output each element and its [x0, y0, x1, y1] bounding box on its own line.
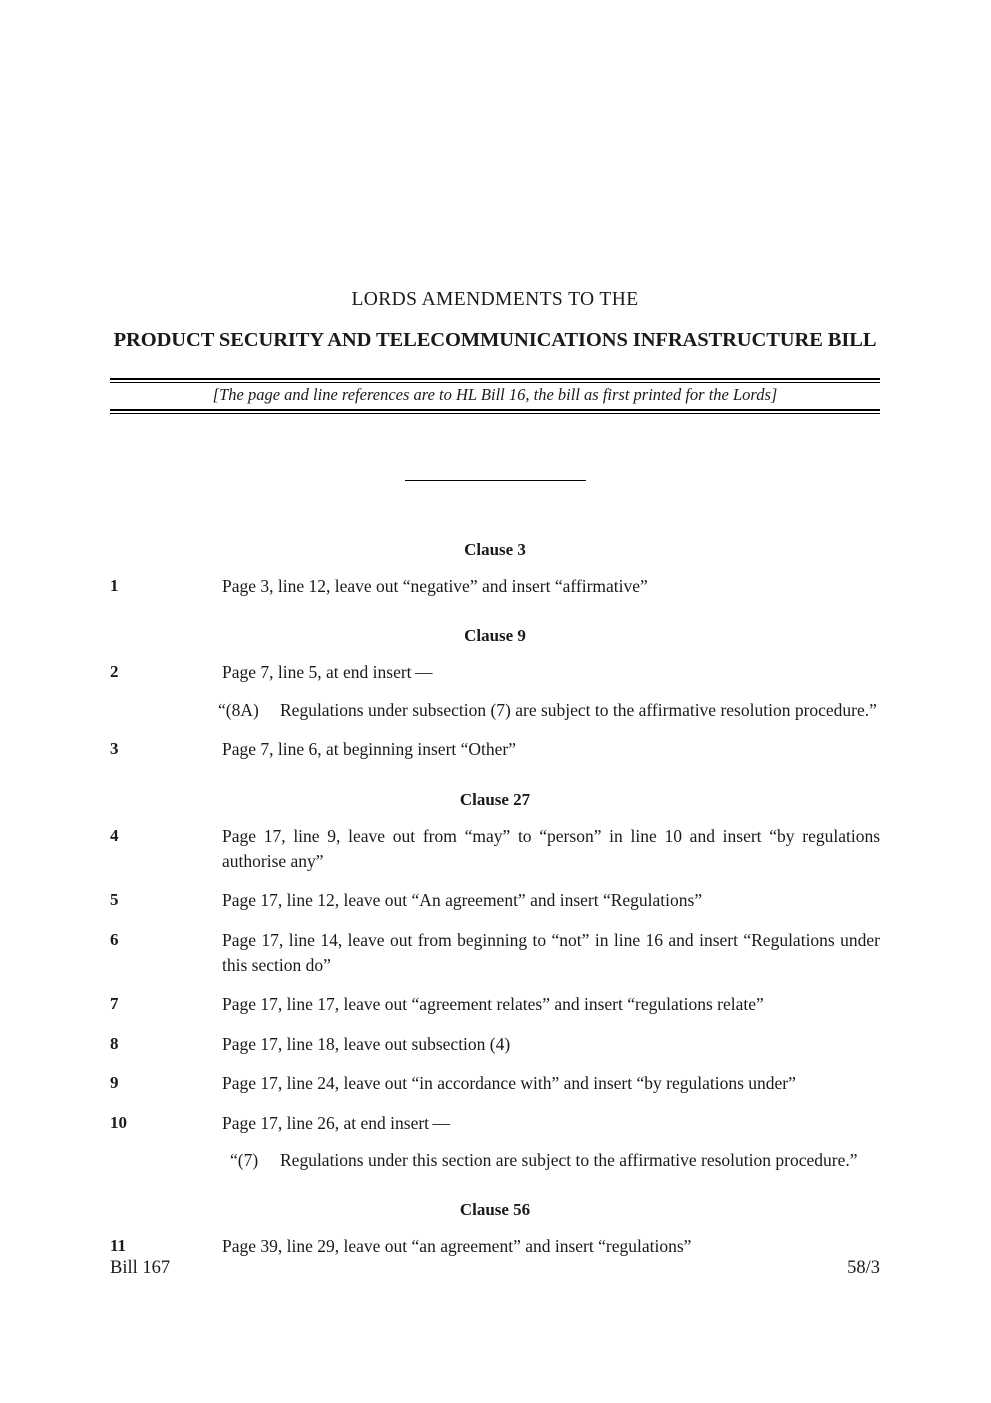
amendment-item [0, 737, 991, 762]
amendment-number: 6 [110, 929, 119, 949]
amendment-number: 8 [110, 1033, 119, 1053]
amendment-item [0, 574, 991, 599]
amendment-item [0, 1234, 991, 1259]
amendment-number: 5 [110, 890, 119, 910]
footer-page-number: 58/3 [847, 1258, 880, 1278]
clause-heading: Clause 3 [464, 540, 526, 559]
amendment-number: 1 [110, 576, 119, 595]
amendment-text: Page 17, line 17, leave out “agreement relates” and insert “regulations relate” [222, 994, 764, 1015]
clause-heading: Clause 56 [459, 1200, 531, 1220]
amendment-text: Page 17, line 12, leave out “An agreement” and insert “Regulations” [222, 890, 703, 911]
clause-heading: Clause 9 [464, 626, 526, 646]
amendment-item [0, 1111, 991, 1136]
section-divider [405, 480, 586, 481]
amendment-text: Page 17, line 14, leave out from beginning to “not” in line 16 and insert “Regulations under this section do” [222, 929, 880, 975]
clause-heading: Clause 27 [459, 789, 531, 809]
amendment-text: Page 17, line 9, leave out from “may” to “person” in line 10 and insert “by regulations authorise any” [222, 825, 880, 871]
amendment-item [0, 1071, 991, 1096]
amendment-number: 11 [110, 1236, 127, 1256]
header-rule-bottom [110, 409, 880, 414]
amendment-item [0, 1032, 991, 1057]
amendment-number: 2 [110, 662, 119, 682]
provision-text: Regulations under this section are subject to the affirmative resolution procedure.” [280, 1149, 858, 1170]
amendment-number: 9 [110, 1073, 119, 1093]
amendment-item [0, 928, 991, 979]
amendment-number: 3 [110, 739, 119, 759]
amendment-text: Page 39, line 29, leave out “an agreement” and insert “regulations” [222, 1236, 692, 1257]
page-title: PRODUCT SECURITY AND TELECOMMUNICATIONS INFRASTRUCTURE BILL [113, 329, 877, 352]
amendment-number: 7 [110, 994, 119, 1014]
amendment-text: Page 7, line 5, at end insert — [222, 662, 433, 683]
provision-text: Regulations under subsection (7) are subject to the affirmative resolution procedure.” [280, 699, 877, 720]
amendments-body [0, 540, 991, 1260]
page-footer [110, 1258, 880, 1279]
header-line-1: LORDS AMENDMENTS TO THE [351, 289, 639, 310]
footer-bill-number: Bill 167 [110, 1258, 171, 1278]
amendment-text: Page 3, line 12, leave out “negative” and insert “affirmative” [222, 576, 648, 596]
provision-label: “(7) [230, 1149, 259, 1170]
amendment-item [0, 824, 991, 875]
document-header [110, 288, 880, 354]
provision-label: “(8A) [218, 699, 259, 720]
amendment-number: 10 [110, 1112, 127, 1132]
reference-note: [The page and line references are to HL Bill 16, the bill as first printed for the Lords] [212, 385, 778, 404]
amendment-text: Page 17, line 26, at end insert — [222, 1112, 451, 1133]
amendment-item [0, 660, 991, 685]
inserted-provision [0, 1148, 991, 1173]
inserted-provision [0, 698, 991, 723]
amendment-item [0, 992, 991, 1017]
amendment-item [0, 888, 991, 913]
amendment-number: 4 [110, 825, 119, 845]
amendment-text: Page 17, line 24, leave out “in accordance with” and insert “by regulations under” [222, 1073, 796, 1094]
amendment-text: Page 7, line 6, at beginning insert “Other” [222, 739, 517, 760]
amendment-text: Page 17, line 18, leave out subsection (4) [222, 1033, 511, 1054]
header-rule-top [110, 378, 880, 383]
